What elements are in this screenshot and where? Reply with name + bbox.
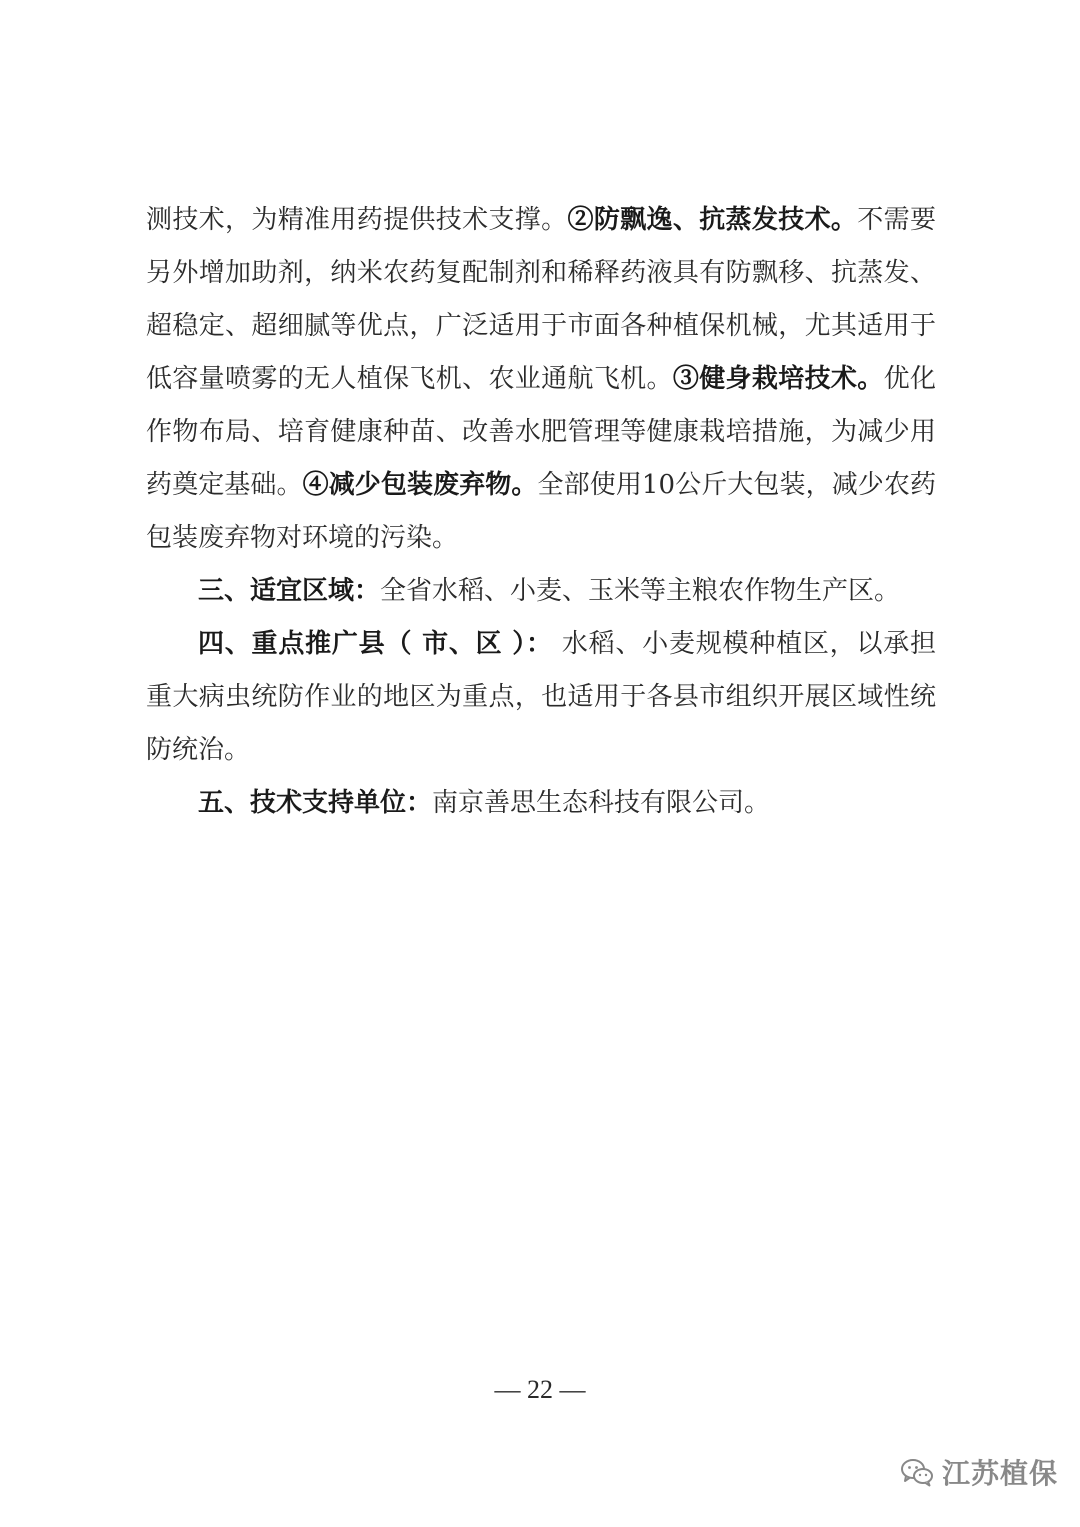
watermark [900,1452,1058,1492]
section-support-unit [146,777,936,830]
section-text: 水稻、小麦规模种植区，以承担重大病虫统防作业的地区为重点，也适用于各县市组织开展区域性统防统治。 [146,629,937,765]
section-suitable-region [146,565,936,618]
page-number: — 22 — [494,1375,586,1404]
paragraph-text: 优化作物布局、培育健康种苗、改善水肥管理等健康栽培措施，为减少用药奠定基础。 [146,364,936,500]
section-heading: 四、重点推广县（ 市、区 ）： [198,629,553,659]
section-text: 全省水稻、小麦、玉米等主粮农作物生产区。 [380,576,901,606]
paragraph-text: 测技术，为精准用药提供技术支撑。 [146,205,568,235]
paragraph-text: 全部使用10公斤大包装，减少农药包装废弃物对环境的污染。 [146,470,936,553]
technique-heading-healthy-cultivation: ③健身栽培技术。 [672,364,884,394]
paragraph-techniques [146,194,936,565]
section-text: 南京善思生态科技有限公司。 [432,788,771,818]
section-heading: 三、适宜区域： [198,576,381,606]
technique-heading-reduce-packaging: ④减少包装废弃物。 [302,470,538,500]
section-key-counties [146,618,936,777]
technique-heading-anti-drift: ②防飘逸、抗蒸发技术。 [567,205,858,235]
section-heading: 五、技术支持单位： [198,788,433,818]
document-body [146,194,936,830]
watermark-text: 江苏植保 [942,1457,1059,1490]
wechat-icon [900,1457,934,1487]
paragraph-text: 不需要另外增加助剂，纳米农药复配制剂和稀释药液具有防飘移、抗蒸发、超稳定、超细腻等优点，广泛适用于市面各种植保机械，尤其适用于低容量喷雾的无人植保飞机、农业通航飞机。 [146,205,936,394]
